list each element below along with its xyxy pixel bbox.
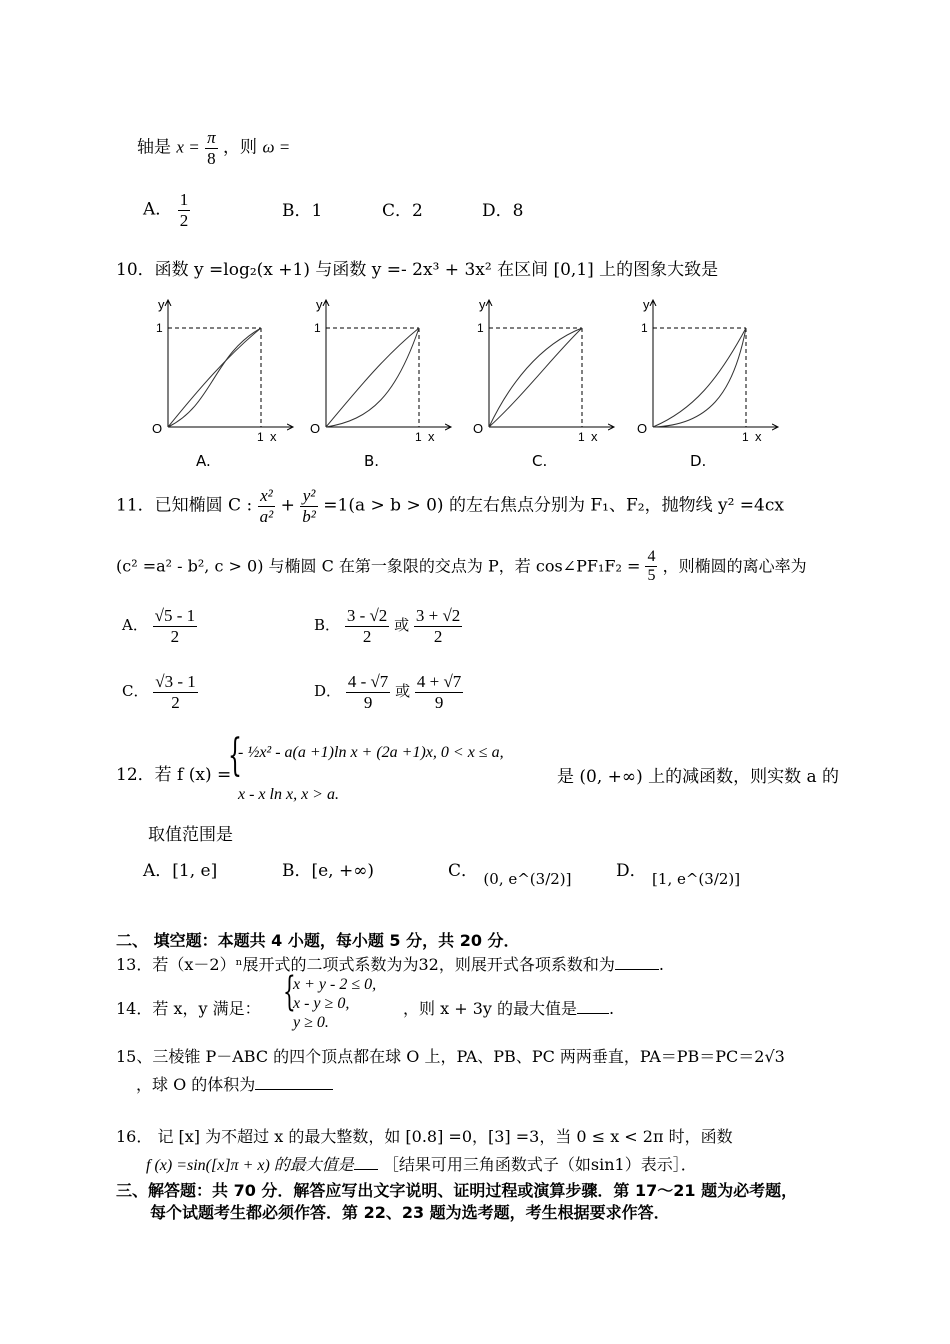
graph-b-xaxis: x <box>428 429 435 444</box>
q11-d-num1: 4 - √7 <box>347 672 389 691</box>
q11-b-den1: 2 <box>362 626 372 646</box>
q16-a: 16． 记 [x] 为不超过 x 的最大整数，如 [0.8] =0，[3] =3，当 0 ≤ x < 2π 时，函数 <box>116 1127 733 1146</box>
q14-b-text: ，则 x + 3y 的最大值是 <box>403 999 577 1018</box>
section3-line1: 三、解答题：共 70 分．解答应写出文字说明、证明过程或演算步骤．第 17～21 题为必考题， <box>116 1181 798 1200</box>
q11-line1-a: 11．已知椭圆 C : <box>116 495 253 516</box>
q12-option-c <box>448 856 572 888</box>
q14-c3: y ≥ 0. <box>293 1014 329 1031</box>
q11-c-label: C． <box>122 682 149 701</box>
q16-blank <box>354 1169 378 1170</box>
q12-case1: - ½x² - a(a +1)ln x + (2a +1)x, 0 < x ≤ a, <box>238 744 504 761</box>
q9-option-c: C．2 <box>382 201 423 221</box>
graph-d-label: D. <box>690 452 707 470</box>
q11-frac-x <box>258 486 276 526</box>
q9-frac-den: 8 <box>207 148 216 168</box>
q11-d-frac2 <box>415 672 463 712</box>
graph-c <box>473 297 614 444</box>
graph-b <box>310 297 451 444</box>
q11-option-c <box>122 672 198 712</box>
graph-d-xaxis: x <box>755 429 762 444</box>
q16-b-text: f (x) =sin([x]π + x) 的最大值是 <box>146 1157 354 1174</box>
q9-option-b: B．1 <box>282 201 323 221</box>
q15-a: 15、三棱锥 P－ABC 的四个顶点都在球 O 上，PA、PB、PC 两两垂直，PA＝PB＝PC＝2√3 <box>116 1047 785 1066</box>
graph-b-origin: O <box>310 421 321 436</box>
q10-graphs <box>140 295 800 445</box>
q14-blank <box>577 1013 609 1014</box>
q12-d-label: D． <box>616 861 647 881</box>
graph-a-label: A. <box>196 452 211 470</box>
graph-c-label: C. <box>532 452 548 470</box>
q13-text: 13．若（x－2）ⁿ展开式的二项式系数为为32，则展开式各项系数和为 <box>116 955 615 974</box>
q9-options <box>143 190 190 230</box>
q14-brace: { <box>283 969 296 1015</box>
graph-c-xaxis: x <box>591 429 598 444</box>
q14-c2: x - y ≥ 0, <box>293 995 350 1012</box>
q9-option-d: D．8 <box>482 201 524 221</box>
q13 <box>116 952 664 975</box>
q9-mid: ，则 <box>223 137 258 158</box>
q11-b-label: B． <box>314 616 341 635</box>
q12-option-a: A．[1, e] <box>143 861 218 881</box>
q11-line2-b: ，则椭圆的离心率为 <box>662 556 807 576</box>
q11-x2: x² <box>258 486 276 507</box>
q11-cos-num: 4 <box>645 548 657 567</box>
graph-a <box>152 297 293 444</box>
q12-prefix: 12．若 f (x) = <box>116 765 232 785</box>
q11-frac-y <box>300 486 318 526</box>
q11-option-b <box>314 606 462 646</box>
q9-option-a-den: 2 <box>179 210 189 230</box>
q15-b-text: ，球 O 的体积为 <box>136 1075 256 1094</box>
q11-a-den: 2 <box>170 626 180 646</box>
q11-c-num: √3 - 1 <box>155 672 196 691</box>
q11-b-or: 或 <box>394 616 410 635</box>
q11-b-num2: 3 + √2 <box>415 606 461 625</box>
q11-b-frac1 <box>345 606 390 646</box>
q15-blank <box>255 1089 333 1090</box>
graph-d <box>637 297 778 444</box>
graph-c-xtick: 1 <box>578 430 585 444</box>
q11-c-frac <box>153 672 198 712</box>
q11-d-or: 或 <box>395 682 411 701</box>
q10-text: 10．函数 y =log₂(x +1) 与函数 y =- 2x³ + 3x² 在区间 [0,1] 上的图象大致是 <box>116 260 719 280</box>
q11-d-label: D． <box>314 682 342 701</box>
section3-line2: 每个试题考生都必须作答．第 22、23 题为选考题，考生根据要求作答． <box>150 1203 670 1222</box>
q12-brace: { <box>228 730 242 781</box>
q11-b-den2: 2 <box>433 626 443 646</box>
graph-c-ytick: 1 <box>477 321 484 335</box>
q9-option-a-label: A． <box>143 199 173 220</box>
q12-option-d <box>616 856 741 888</box>
graph-a-yaxis: y <box>158 297 165 312</box>
q14-c1: x + y - 2 ≤ 0, <box>293 976 377 993</box>
q13-blank <box>615 969 659 970</box>
q11-d-den1: 9 <box>363 692 373 712</box>
q9-prefix: 轴是 <box>137 137 171 158</box>
section2-heading: 二、 填空题：本题共 4 小题，每小题 5 分，共 20 分． <box>116 931 520 950</box>
graph-b-yaxis: y <box>316 297 323 312</box>
graph-a-xaxis: x <box>270 429 277 444</box>
graph-c-origin: O <box>473 421 484 436</box>
q12-d-value: [1, e^(3/2)] <box>652 870 741 888</box>
graph-d-yaxis: y <box>643 297 650 312</box>
q11-line2-a: (c² =a² - b², c > 0) 与椭圆 C 在第一象限的交点为 P，若 cos∠PF₁F₂ = <box>116 556 641 576</box>
q9-eq: x = <box>176 137 200 157</box>
graph-b-label: B. <box>364 452 380 470</box>
q13-end: . <box>658 955 664 974</box>
q11-a-frac <box>153 606 198 646</box>
q9-frac-num: π <box>207 128 216 147</box>
q9-option-a-num: 1 <box>179 190 189 209</box>
q9-tail <box>137 128 290 168</box>
q12-line2: 取值范围是 <box>148 825 233 845</box>
q11-option-d <box>314 672 463 712</box>
q14-b <box>403 996 614 1019</box>
q11-a2: a² <box>259 506 274 526</box>
graph-a-origin: O <box>152 421 163 436</box>
q11-c-den: 2 <box>171 692 180 712</box>
q11-d-den2: 9 <box>434 692 444 712</box>
q12-suffix: 是 (0, +∞) 上的减函数，则实数 a 的 <box>557 767 840 787</box>
graph-a-ytick: 1 <box>156 321 163 335</box>
graph-c-yaxis: y <box>479 297 486 312</box>
graph-d-xtick: 1 <box>742 430 749 444</box>
q14-a: 14．若 x，y 满足： <box>116 999 261 1018</box>
q11-a-label: A． <box>122 616 148 635</box>
graph-b-ytick: 1 <box>314 321 321 335</box>
graph-d-ytick: 1 <box>641 321 648 335</box>
q14-end: . <box>609 999 615 1018</box>
q12-case2: x - x ln x, x > a. <box>238 786 339 803</box>
q11-line2 <box>116 548 807 586</box>
q11-b-num1: 3 - √2 <box>346 606 388 625</box>
q12-option-b: B．[e, +∞) <box>282 861 375 881</box>
q11-cos-frac <box>645 548 657 586</box>
graph-d-origin: O <box>637 421 648 436</box>
q11-line1-b: =1(a > b > 0) 的左右焦点分别为 F₁、F₂，抛物线 y² =4cx <box>323 495 784 516</box>
q11-option-a <box>122 606 197 646</box>
q15-b <box>136 1072 333 1095</box>
q11-line1: 11．已知椭圆 C : $\frac{\text{x²}}{\text{a²}}$ + $\frac{\text{y²}}{\text{b²}}$ =1(a > b > 0) 的左右焦点分别为 F₁、F₂，抛物线 y² =4cx <box>116 486 784 526</box>
q16-b <box>146 1152 697 1175</box>
q16-c-text: ［结果可用三角函数式子（如sin1）表示］． <box>382 1155 697 1174</box>
graph-b-xtick: 1 <box>415 430 422 444</box>
q11-d-num2: 4 + √7 <box>416 672 462 691</box>
q11-cos-den: 5 <box>647 567 656 585</box>
q11-b-frac2 <box>414 606 462 646</box>
q11-b2: b² <box>302 506 316 526</box>
q9-fraction <box>205 128 218 168</box>
q9-omega: ω = <box>262 137 291 157</box>
graph-a-xtick: 1 <box>257 430 264 444</box>
q12-c-label: C． <box>448 861 479 881</box>
q11-y2: y² <box>300 486 318 507</box>
q12-c-value: (0, e^(3/2)] <box>483 870 572 888</box>
q11-d-frac1 <box>346 672 391 712</box>
q9-option-a-frac <box>178 190 191 230</box>
q11-a-num: √5 - 1 <box>154 606 196 625</box>
